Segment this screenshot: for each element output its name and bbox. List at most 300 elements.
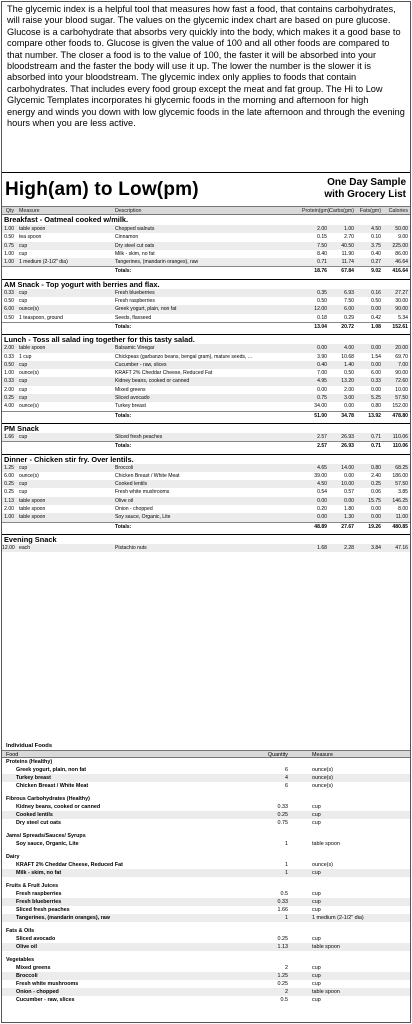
- meal-row: [2, 305, 410, 313]
- meal-row: [2, 505, 410, 513]
- cell-protein: 4.95: [317, 378, 327, 385]
- cell-measure: cup: [19, 489, 28, 496]
- cell-description: Broccoli: [115, 464, 134, 471]
- cell-carbs: 40.50: [341, 242, 354, 249]
- cell-description: KRAFT 2% Cheddar Cheese, Reduced Fat: [115, 370, 213, 377]
- food-measure: cup: [312, 907, 321, 913]
- food-group-title: Vegetables: [6, 957, 35, 963]
- cell-fats: 0.00: [371, 306, 381, 313]
- cell-carbs: 2.00: [344, 386, 354, 393]
- food-measure: ounce(s): [312, 775, 333, 781]
- cell-description: Pistachio nuts: [115, 544, 147, 551]
- cell-carbs: 1.80: [344, 506, 354, 513]
- cell-calories: 30.00: [395, 298, 408, 305]
- cell-protein: 0.35: [317, 289, 327, 296]
- total-fats: 19.26: [368, 523, 381, 530]
- food-quantity: 1.13: [277, 944, 288, 950]
- cell-qty: 1.00: [4, 250, 14, 257]
- food-group-title: Proteins (Healthy): [6, 759, 53, 765]
- cell-calories: 57.50: [395, 395, 408, 402]
- cell-carbs: 26.93: [341, 433, 354, 440]
- total-protein: 13.04: [314, 323, 327, 330]
- total-carbs: 20.72: [341, 323, 354, 330]
- cell-description: Greek yogurt, plain, non fat: [115, 306, 177, 313]
- food-quantity: 0.5: [280, 891, 288, 897]
- total-fats: 1.08: [371, 323, 381, 330]
- cell-protein: 0.20: [317, 506, 327, 513]
- cell-protein: 0.50: [317, 298, 327, 305]
- cell-fats: 0.16: [371, 289, 381, 296]
- cell-qty: 0.25: [4, 395, 14, 402]
- cell-fats: 0.71: [371, 433, 381, 440]
- cell-measure: cup: [19, 242, 28, 249]
- cell-protein: 1.68: [317, 544, 327, 551]
- cell-fats: 0.42: [371, 314, 381, 321]
- cell-measure: 1 medium (2-1/2" dia): [19, 259, 68, 266]
- cell-qty: 4.00: [4, 403, 14, 410]
- food-quantity: 1: [285, 870, 288, 876]
- totals-label: Totals:: [115, 523, 132, 530]
- food-measure: cup: [312, 973, 321, 979]
- cell-qty: 6.00: [4, 472, 14, 479]
- food-measure: cup: [312, 812, 321, 818]
- meal-title: PM Snack: [2, 423, 410, 433]
- cell-measure: table spoon: [19, 506, 46, 513]
- meal-row: [2, 369, 410, 377]
- cell-protein: 0.00: [317, 497, 327, 504]
- meal-row: [2, 497, 410, 505]
- food-item-row: [2, 988, 410, 996]
- food-quantity: 1.66: [277, 907, 288, 913]
- cell-carbs: 11.90: [341, 250, 354, 257]
- food-measure: cup: [312, 997, 321, 1003]
- total-fats: 9.02: [371, 268, 381, 275]
- cell-measure: table spoon: [19, 497, 46, 504]
- cell-calories: 186.00: [392, 472, 408, 479]
- cell-carbs: 0.29: [344, 314, 354, 321]
- cell-description: Cooked lentils: [115, 481, 147, 488]
- food-item-row: [2, 898, 410, 906]
- cell-qty: 0.50: [4, 314, 14, 321]
- cell-description: Milk - skim, no fat: [115, 250, 155, 257]
- cell-calories: 11.00: [395, 514, 408, 521]
- col-carbs: Carbs(gm): [329, 207, 355, 214]
- cell-measure: cup: [19, 395, 28, 402]
- totals-row: [2, 266, 410, 274]
- cell-measure: cup: [19, 481, 28, 488]
- cell-carbs: 6.93: [344, 289, 354, 296]
- total-calories: 480.85: [392, 523, 408, 530]
- cell-qty: 1.25: [4, 464, 14, 471]
- food-measure: cup: [312, 981, 321, 987]
- cell-qty: 0.50: [4, 361, 14, 368]
- cell-calories: 146.25: [392, 497, 408, 504]
- cell-calories: 72.60: [395, 378, 408, 385]
- cell-measure: cup: [19, 361, 28, 368]
- food-quantity: 1: [285, 915, 288, 921]
- total-carbs: 67.84: [341, 268, 354, 275]
- food-quantity: 2: [285, 965, 288, 971]
- totals-label: Totals:: [115, 268, 132, 275]
- cell-measure: ounce(s): [19, 472, 39, 479]
- food-name: KRAFT 2% Cheddar Cheese, Reduced Fat: [16, 862, 123, 868]
- cell-fats: 0.40: [371, 250, 381, 257]
- food-quantity: 0.33: [277, 899, 288, 905]
- cell-fats: 0.80: [371, 464, 381, 471]
- cell-measure: cup: [19, 250, 28, 257]
- meal-row: [2, 464, 410, 472]
- food-quantity: 6: [285, 767, 288, 773]
- cell-description: Tangerines, (mandarin oranges), raw: [115, 259, 199, 266]
- food-quantity: 0.33: [277, 804, 288, 810]
- cell-protein: 0.71: [317, 259, 327, 266]
- cell-fats: 0.00: [371, 361, 381, 368]
- cell-calories: 8.00: [398, 506, 408, 513]
- total-fats: 0.71: [371, 443, 381, 450]
- cell-calories: 50.00: [395, 226, 408, 232]
- cell-description: Cucumber - raw, slices: [115, 361, 167, 368]
- food-item-row: [2, 811, 410, 819]
- cell-fats: 0.80: [371, 403, 381, 410]
- food-item-row: [2, 819, 410, 827]
- cell-description: Fresh blueberries: [115, 289, 155, 296]
- cell-qty: 0.25: [4, 489, 14, 496]
- meal-row: [2, 402, 410, 410]
- food-item-row: [2, 914, 410, 922]
- food-measure: cup: [312, 870, 321, 876]
- if-col-food: Food: [6, 752, 19, 758]
- cell-protein: 34.00: [314, 403, 327, 410]
- meal-row: [2, 297, 410, 305]
- cell-carbs: 10.00: [341, 481, 354, 488]
- cell-fats: 0.00: [371, 345, 381, 352]
- cell-protein: 0.18: [317, 314, 327, 321]
- col-protein: Protein(gm): [302, 207, 330, 214]
- cell-fats: 0.00: [371, 506, 381, 513]
- cell-protein: 7.50: [317, 242, 327, 249]
- col-description: Description: [115, 207, 142, 214]
- cell-fats: 3.75: [371, 242, 381, 249]
- food-measure: cup: [312, 804, 321, 810]
- cell-protein: 2.57: [317, 433, 327, 440]
- meal-row: [2, 433, 410, 441]
- cell-calories: 47.16: [395, 544, 408, 551]
- cell-protein: 0.15: [317, 234, 327, 241]
- meals-table: [2, 215, 410, 552]
- col-qty: Qty: [5, 207, 14, 214]
- column-header-row: [2, 206, 410, 215]
- food-name: Soy sauce, Organic, Lite: [16, 841, 79, 847]
- cell-measure: cup: [19, 433, 28, 440]
- food-quantity: 1.25: [277, 973, 288, 979]
- food-quantity: 2: [285, 989, 288, 995]
- food-quantity: 0.25: [277, 981, 288, 987]
- meal-title: Evening Snack: [2, 534, 410, 544]
- cell-calories: 225.00: [392, 242, 408, 249]
- sheet-header: [2, 172, 410, 206]
- individual-foods-heading: Individual Foods: [6, 743, 53, 749]
- meal-row: [2, 544, 410, 552]
- food-measure: cup: [312, 891, 321, 897]
- food-item-row: [2, 774, 410, 782]
- cell-description: Seeds, flaxseed: [115, 314, 152, 321]
- totals-row: [2, 441, 410, 449]
- cell-fats: 0.10: [371, 234, 381, 241]
- cell-carbs: 13.20: [341, 378, 354, 385]
- cell-protein: 8.40: [317, 250, 327, 257]
- cell-qty: 2.00: [4, 386, 14, 393]
- cell-fats: 1.54: [371, 353, 381, 360]
- cell-description: Sliced fresh peaches: [115, 433, 163, 440]
- meal-row: [2, 250, 410, 258]
- cell-description: Turkey breast: [115, 403, 146, 410]
- cell-carbs: 2.70: [344, 234, 354, 241]
- totals-label: Totals:: [115, 412, 132, 419]
- meal-row: [2, 377, 410, 385]
- cell-description: Chicken Breast / White Meat: [115, 472, 180, 479]
- cell-protein: 7.00: [317, 370, 327, 377]
- cell-measure: table spoon: [19, 345, 46, 352]
- food-quantity: 0.75: [277, 820, 288, 826]
- meal-row: [2, 361, 410, 369]
- totals-row: [2, 522, 410, 530]
- food-measure: table spoon: [312, 841, 340, 847]
- cell-protein: 0.00: [317, 345, 327, 352]
- totals-row: [2, 322, 410, 330]
- meal-row: [2, 233, 410, 241]
- cell-measure: ounce(s): [19, 403, 39, 410]
- cell-qty: 0.50: [4, 234, 14, 241]
- totals-row: [2, 411, 410, 419]
- food-name: Dry steel cut oats: [16, 820, 61, 826]
- meal-row: [2, 289, 410, 297]
- food-name: Mixed greens: [16, 965, 51, 971]
- cell-calories: 5.34: [398, 314, 408, 321]
- cell-carbs: 3.00: [344, 395, 354, 402]
- cell-calories: 68.25: [395, 464, 408, 471]
- cell-qty: 12.00: [2, 544, 15, 551]
- intro-paragraph: The glycemic index is a helpful tool that measures how fast a food, that contains carbohydrates, will raise your blood sugar. The values on the glycemic index chart are based on pure glucose. Glucose is a carbohydrate that absorbs very quickly into the body, which makes it a good base to compare other foods to. Glucose is given the value of 100 and all other foods are compared to that number. The closer a food is to the value of 100, the faster it will be absorbed into your bloodstream and the faster the body will use it up. The lower the number is the slower it is absorbed into your bloodstream. The glycemic index only applies to foods that contain carbohydrates. That includes every food group except the meat and fat group. The Hi to Low Glycemic Templates incorporates hi glycemic foods in the morning and afternoon for high: [7, 4, 401, 106]
- cell-fats: 0.00: [371, 514, 381, 521]
- food-name: Broccoli: [16, 973, 38, 979]
- food-group-title: Fats & Oils: [6, 928, 35, 934]
- food-name: Turkey breast: [16, 775, 51, 781]
- cell-qty: 2.00: [4, 506, 14, 513]
- cell-qty: 2.00: [4, 345, 14, 352]
- cell-protein: 0.40: [317, 361, 327, 368]
- cell-measure: tea spoon: [19, 234, 42, 241]
- cell-measure: 1 teaspoon, ground: [19, 314, 63, 321]
- cell-measure: ounce(s): [19, 370, 39, 377]
- cell-carbs: 0.00: [344, 472, 354, 479]
- total-calories: 478.80: [392, 412, 408, 419]
- cell-qty: 6.00: [4, 306, 14, 313]
- meal-row: [2, 488, 410, 496]
- cell-protein: 4.50: [317, 481, 327, 488]
- meal-row: [2, 386, 410, 394]
- sheet-subtitle: [324, 177, 406, 201]
- meal-row: [2, 344, 410, 352]
- cell-calories: 20.00: [395, 345, 408, 352]
- total-calories: 110.06: [392, 443, 408, 450]
- cell-carbs: 0.00: [344, 497, 354, 504]
- total-protein: 51.00: [314, 412, 327, 419]
- cell-fats: 0.06: [371, 489, 381, 496]
- cell-fats: 6.00: [371, 370, 381, 377]
- cell-carbs: 1.30: [344, 514, 354, 521]
- food-name: Fresh raspberries: [16, 891, 62, 897]
- food-group-title: Jams/ Spreads/Sauces/ Syrups: [6, 833, 86, 839]
- meal-row: [2, 480, 410, 488]
- food-name: Onion - chopped: [16, 989, 59, 995]
- cell-calories: 3.85: [398, 489, 408, 496]
- cell-calories: 10.00: [395, 386, 408, 393]
- cell-carbs: 10.68: [341, 353, 354, 360]
- if-col-measure: Measure: [312, 752, 333, 758]
- total-calories: 152.61: [392, 323, 408, 330]
- cell-carbs: 7.50: [344, 298, 354, 305]
- food-item-row: [2, 906, 410, 914]
- total-carbs: 34.78: [341, 412, 354, 419]
- food-name: Tangerines, (mandarin oranges), raw: [16, 915, 110, 921]
- total-protein: 2.57: [317, 443, 327, 450]
- meal-title: AM Snack - Top yogurt with berries and flax.: [2, 279, 410, 289]
- food-measure: table spoon: [312, 989, 340, 995]
- food-name: Sliced fresh peaches: [16, 907, 70, 913]
- food-item-row: [2, 869, 410, 877]
- food-item-row: [2, 935, 410, 943]
- food-name: Olive oil: [16, 944, 37, 950]
- meal-row: [2, 314, 410, 322]
- cell-description: Soy sauce, Organic, Lite: [115, 514, 171, 521]
- sheet-subtitle-line2: with Grocery List: [324, 189, 406, 200]
- total-protein: 48.89: [314, 523, 327, 530]
- meal-row: [2, 394, 410, 402]
- cell-fats: 5.25: [371, 395, 381, 402]
- cell-carbs: 0.57: [344, 489, 354, 496]
- food-name: Milk - skim, no fat: [16, 870, 62, 876]
- cell-carbs: 1.00: [344, 226, 354, 232]
- cell-carbs: 1.40: [344, 361, 354, 368]
- cell-description: Chickpeas (garbanzo beans, bengal gram), mature seeds, ...: [115, 353, 253, 360]
- total-carbs: 26.93: [341, 443, 354, 450]
- food-item-row: [2, 861, 410, 869]
- food-name: Greek yogurt, plain, non fat: [16, 767, 87, 773]
- cell-measure: table spoon: [19, 226, 46, 232]
- individual-foods-section: [2, 742, 410, 1004]
- cell-qty: 1.66: [4, 433, 14, 440]
- cell-protein: 0.00: [317, 514, 327, 521]
- cell-description: Mixed greens: [115, 386, 146, 393]
- food-name: Kidney beans, cooked or canned: [16, 804, 101, 810]
- cell-description: Fresh raspberries: [115, 298, 155, 305]
- total-fats: 13.92: [368, 412, 381, 419]
- if-col-quantity: Quantity: [267, 752, 288, 758]
- food-item-row: [2, 803, 410, 811]
- cell-measure: cup: [19, 378, 28, 385]
- col-fats: Fats(gm): [359, 207, 381, 214]
- cell-qty: 0.33: [4, 289, 14, 296]
- cell-qty: 1.00: [4, 259, 14, 266]
- cell-description: Chopped walnuts: [115, 226, 155, 232]
- food-group-title: Fibrous Carbohydrates (Healthy): [6, 796, 90, 802]
- cell-carbs: 14.00: [341, 464, 354, 471]
- cell-description: Fresh white mushrooms: [115, 489, 170, 496]
- cell-measure: ounce(s): [19, 306, 39, 313]
- meal-row: [2, 513, 410, 521]
- cell-calories: 86.00: [395, 250, 408, 257]
- food-quantity: 0.25: [277, 936, 288, 942]
- meal-plan-sheet: [2, 172, 410, 552]
- cell-qty: 1.00: [4, 226, 14, 232]
- food-measure: cup: [312, 936, 321, 942]
- cell-calories: 152.00: [392, 403, 408, 410]
- sheet-subtitle-line1: One Day Sample: [327, 177, 406, 188]
- cell-protein: 0.75: [317, 395, 327, 402]
- cell-fats: 4.50: [371, 226, 381, 232]
- food-item-row: [2, 943, 410, 951]
- cell-qty: 1.00: [4, 370, 14, 377]
- cell-carbs: 6.00: [344, 306, 354, 313]
- cell-qty: 1.00: [4, 514, 14, 521]
- meal-row: [2, 258, 410, 266]
- total-carbs: 27.67: [341, 523, 354, 530]
- cell-calories: 27.27: [395, 289, 408, 296]
- individual-foods-column-header: [2, 750, 410, 758]
- food-quantity: 0.25: [277, 812, 288, 818]
- cell-carbs: 11.74: [341, 259, 354, 266]
- cell-measure: cup: [19, 464, 28, 471]
- cell-description: Olive oil: [115, 497, 134, 504]
- meal-row: [2, 353, 410, 361]
- food-name: Cooked lentils: [16, 812, 53, 818]
- cell-protein: 2.00: [317, 226, 327, 232]
- food-item-row: [2, 840, 410, 848]
- cell-calories: 9.00: [398, 234, 408, 241]
- cell-measure: table spoon: [19, 514, 46, 521]
- food-name: Chicken Breast / White Meat: [16, 783, 89, 789]
- food-measure: cup: [312, 965, 321, 971]
- totals-label: Totals:: [115, 323, 132, 330]
- food-quantity: 1: [285, 862, 288, 868]
- cell-fats: 0.25: [371, 481, 381, 488]
- total-calories: 416.64: [392, 268, 408, 275]
- cell-description: Onion - chopped: [115, 506, 153, 513]
- cell-description: Cinnamon: [115, 234, 139, 241]
- cell-calories: 7.00: [398, 361, 408, 368]
- cell-description: Kidney beans, cooked or canned: [115, 378, 190, 385]
- cell-protein: 0.00: [317, 386, 327, 393]
- food-name: Sliced avocado: [16, 936, 56, 942]
- cell-fats: 0.50: [371, 298, 381, 305]
- document-page: [1, 1, 411, 1023]
- cell-qty: 1.13: [4, 497, 14, 504]
- food-group-title: Dairy: [6, 854, 20, 860]
- food-item-row: [2, 766, 410, 774]
- food-name: Cucumber - raw, slices: [16, 997, 75, 1003]
- cell-fats: 0.33: [371, 378, 381, 385]
- cell-qty: 0.33: [4, 353, 14, 360]
- cell-measure: each: [19, 544, 31, 551]
- food-measure: 1 medium (2-1/2" dia): [312, 915, 364, 921]
- cell-protein: 3.90: [317, 353, 327, 360]
- cell-measure: 1 cup: [19, 353, 32, 360]
- meal-title: Lunch - Toss all salad ing together for this tasty salad.: [2, 334, 410, 344]
- totals-label: Totals:: [115, 443, 132, 450]
- food-measure: ounce(s): [312, 783, 333, 789]
- intro-text: [2, 2, 410, 168]
- meal-row: [2, 242, 410, 250]
